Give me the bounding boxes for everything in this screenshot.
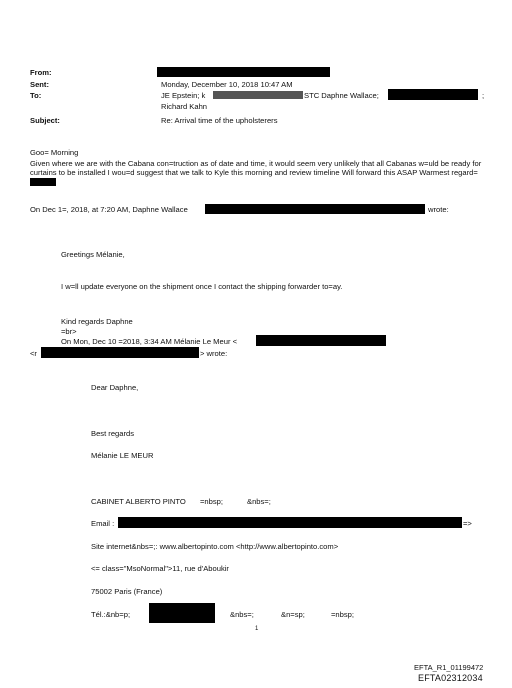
sig-tel-nbsp1: &nbs=; [230,610,254,619]
sig-tel-label: Tél.:&nb=p; [91,610,131,619]
reply1-quote-line2-end: > wrote: [200,349,228,358]
page-number: 1 [255,626,259,632]
sig-company: CABINET ALBERTO PINTO [91,497,186,506]
from-label: From: [30,68,52,77]
sig-tel-nbsp3: =nbsp; [331,610,355,619]
reply1-regards: Kind regards Daphne [61,317,133,326]
reply2-regards: Best regards [91,429,135,438]
reply1-quote-line2-prefix: <r [30,349,37,358]
to-label: To: [30,91,42,100]
reply1-br: =br> [61,327,77,336]
sig-site-line: Site internet&nbs=;: www.albertopinto.com <http://www.albertopinto.com> [91,542,339,551]
greeting: Goo= Morning [30,148,79,157]
quote-intro-end: wrote: [428,205,449,214]
subject-value: Re: Arrival time of the upholsterers [161,116,278,125]
redaction-reply1-2 [41,347,199,358]
redaction-tel [149,603,215,623]
to-line2: Richard Kahn [161,102,208,111]
sig-tel-nbsp2: &n=sp; [281,610,305,619]
subject-label: Subject: [30,116,60,125]
redaction-email [118,517,462,528]
to-value-mid: STC Daphne Wallace; [304,91,379,100]
redaction-to-1 [213,91,303,99]
sig-address-line: <= class="MsoNormal">11, rue d'Aboukir [91,564,229,573]
redaction-quote-intro [205,204,425,214]
to-value-prefix: JE Epstein; k [161,91,206,100]
sig-city-line: 75002 Paris (France) [91,587,163,596]
body-paragraph [30,159,488,187]
sig-email-end: => [463,519,472,528]
ref-efta-r1: EFTA_R1_01199472 [414,663,484,672]
sent-label: Sent: [30,80,49,89]
to-value-end: ; [482,91,485,100]
reply1-text: I w=ll update everyone on the shipment once I contact the shipping forwarder to=ay. [61,282,343,291]
reply1-quote-line: On Mon, Dec 10 =2018, 3:34 AM Mélanie Le Meur < [61,337,238,346]
sig-email-label: Email : [91,519,115,528]
ref-efta: EFTA02312034 [418,673,483,683]
sent-value: Monday, December 10, 2018 10:47 AM [161,80,293,89]
body-paragraph-text: Given where we are with the Cabana con=truction as of date and time, it would seem very unlikely that all Cabanas w=uld be ready for curtains to be installed I wou=d suggest that we talk to Kyle this morning and review timeline Will forward this ASAP Warmest regard= [30,159,482,178]
redaction-from [157,67,330,77]
redaction-to-2 [388,89,478,100]
sig-nbsp2: &nbs=; [247,497,271,506]
reply1-greeting: Greetings Mélanie, [61,250,125,259]
quote-intro: On Dec 1=, 2018, at 7:20 AM, Daphne Wallace [30,205,188,214]
redaction-body [30,178,56,186]
reply2-greeting: Dear Daphne, [91,383,139,392]
sig-nbsp1: =nbsp; [200,497,224,506]
redaction-reply1-1 [256,335,386,346]
reply2-name: Mélanie LE MEUR [91,451,154,460]
